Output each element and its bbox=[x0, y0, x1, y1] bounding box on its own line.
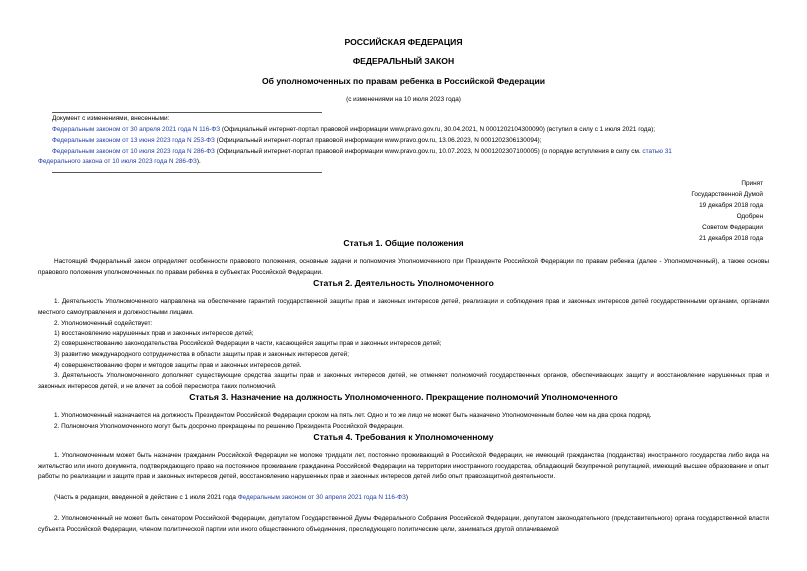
change-link-3[interactable]: Федеральным законом от 10 июля 2023 года N 286-ФЗ bbox=[52, 148, 215, 155]
changes-intro: Документ с изменениями, внесенными: bbox=[52, 115, 170, 122]
change-text-2: (Официальный интернет-портал правовой информации www.pravo.gov.ru, 13.06.2023, N 0001202306130094); bbox=[214, 137, 542, 144]
article-4-note-text: (Часть в редакции, введенной в действие с 1 июля 2021 года bbox=[54, 494, 238, 501]
changes-bottom-divider bbox=[52, 172, 322, 173]
change-item-1 bbox=[52, 125, 772, 135]
acceptance-line: 19 декабря 2018 года bbox=[699, 202, 763, 209]
article-3-title: Статья 3. Назначение на должность Уполномоченного. Прекращение полномочий Уполномоченного bbox=[189, 392, 618, 402]
acceptance-line: Принят bbox=[741, 180, 763, 187]
article-2-paragraph-3: 3. Деятельность Уполномоченного дополняет существующие средства защиты прав и законных интересов детей, не отменяет полномочий государственных органов, обеспечивающих защиту и восстановление нарушенных прав и законных интересов детей, и не влечет за собой пересмотра таких полномочий. bbox=[38, 372, 769, 390]
change-item-3 bbox=[52, 147, 672, 157]
acceptance-line: Государственной Думой bbox=[691, 191, 763, 198]
article-3-paragraph-2: 2. Полномочия Уполномоченного могут быть досрочно прекращены по решению Президента Российской Федерации. bbox=[54, 423, 404, 430]
changes-top-divider bbox=[52, 112, 322, 113]
article-4-note-end: ) bbox=[405, 494, 408, 501]
article-4-paragraph-1: 1. Уполномоченным может быть назначен гражданин Российской Федерации не моложе тридцати лет, постоянно проживающий в Российской Федерации, не имеющий гражданства (подданства) иностранного государства либо вида на жительство или иного документа, подтверждающего право на постоянное проживание гражданина Российской Федерации на территории иностранного государства, обладающий безупречной репутацией, имеющий высшее образование и опыт работы по реализации и защите прав и законных интересов детей, восстановлению нарушенных прав и законных интересов детей либо опыт правозащитной деятельности. bbox=[38, 452, 769, 480]
change-text-4: ). bbox=[196, 158, 201, 165]
article-1-title: Статья 1. Общие положения bbox=[343, 238, 464, 248]
acceptance-line: Советом Федерации bbox=[702, 224, 763, 231]
article-1-paragraph: Настоящий Федеральный закон определяет особенности правового положения, основные задачи и полномочия Уполномоченного при Президенте Российской Федерации по правам ребенка (далее - Уполномоченный), а также основы правового положения уполномоченных по правам ребенка в субъектах Российской Федерации. bbox=[38, 258, 769, 276]
acceptance-line: Одобрен bbox=[736, 213, 763, 220]
article-4-note-link[interactable]: Федеральным законом от 30 апреля 2021 года N 116-ФЗ bbox=[237, 494, 406, 501]
change-item-4 bbox=[38, 157, 201, 167]
article-2-list-item-2: 2) совершенствованию законодательства Российской Федерации в части, касающейся защиты прав и законных интересов детей; bbox=[54, 340, 442, 347]
change-text-1: (Официальный интернет-портал правовой информации www.pravo.gov.ru, 30.04.2021, N 0001202104300090) (вступил в силу с 1 июля 2021 года); bbox=[220, 126, 655, 133]
article-4-title: Статья 4. Требования к Уполномоченному bbox=[313, 432, 494, 442]
article-3-paragraph-1: 1. Уполномоченный назначается на должность Президентом Российской Федерации сроком на пять лет. Одно и то же лицо не может быть назначено Уполномоченным более чем на два срока подряд. bbox=[54, 412, 652, 419]
acceptance-line: 21 декабря 2018 года bbox=[699, 235, 763, 242]
article-4-paragraph-2: 2. Уполномоченный не может быть сенатором Российской Федерации, депутатом Государственной Думы Федерального Собрания Российской Федерации, депутатом законодательного (представительного) органа государственной власти субъекта Российской Федерации, членом политической партии или иного общественного объединения, преследующего политические цели, заниматься другой оплачиваемой bbox=[38, 515, 769, 533]
article-2-list-item-3: 3) развитию международного сотрудничества в области защиты прав и законных интересов детей; bbox=[54, 351, 349, 358]
acceptance-block bbox=[691, 178, 763, 244]
article-2-title: Статья 2. Деятельность Уполномоченного bbox=[313, 278, 494, 288]
article-2-list-item-4: 4) совершенствованию форм и методов защиты прав и законных интересов детей. bbox=[54, 362, 302, 369]
change-link-2[interactable]: Федеральным законом от 13 июня 2023 года N 253-ФЗ bbox=[52, 137, 215, 144]
law-type-heading: ФЕДЕРАЛЬНЫЙ ЗАКОН bbox=[352, 56, 455, 66]
article-2-paragraph-2: 2. Уполномоченный содействует: bbox=[54, 320, 153, 327]
change-link-article-31[interactable]: статью 31 bbox=[642, 148, 672, 155]
article-4-edit-note bbox=[54, 493, 408, 503]
article-2-paragraph-1: 1. Деятельность Уполномоченного направлена на обеспечение гарантий государственной защиты прав и законных интересов детей, реализации и соблюдения прав и законных интересов детей государственными органами, органами местного самоуправления и должностными лицами. bbox=[38, 298, 769, 316]
article-2-list-item-1: 1) восстановлению нарушенных прав и законных интересов детей; bbox=[54, 330, 254, 337]
change-text-3: (Официальный интернет-портал правовой информации www.pravo.gov.ru, 10.07.2023, N 0001202307100005) (о порядке вступления в силу см. bbox=[214, 148, 643, 155]
federation-heading: РОССИЙСКАЯ ФЕДЕРАЦИЯ bbox=[344, 37, 463, 47]
law-title: Об уполномоченных по правам ребенка в Российской Федерации bbox=[261, 76, 546, 86]
change-link-4[interactable]: Федерального закона от 10 июля 2023 года N 286-ФЗ bbox=[38, 158, 197, 165]
edit-note: (с изменениями на 10 июля 2023 года) bbox=[346, 96, 461, 103]
change-item-2 bbox=[52, 136, 541, 146]
change-link-1[interactable]: Федеральным законом от 30 апреля 2021 года N 116-ФЗ bbox=[52, 126, 221, 133]
